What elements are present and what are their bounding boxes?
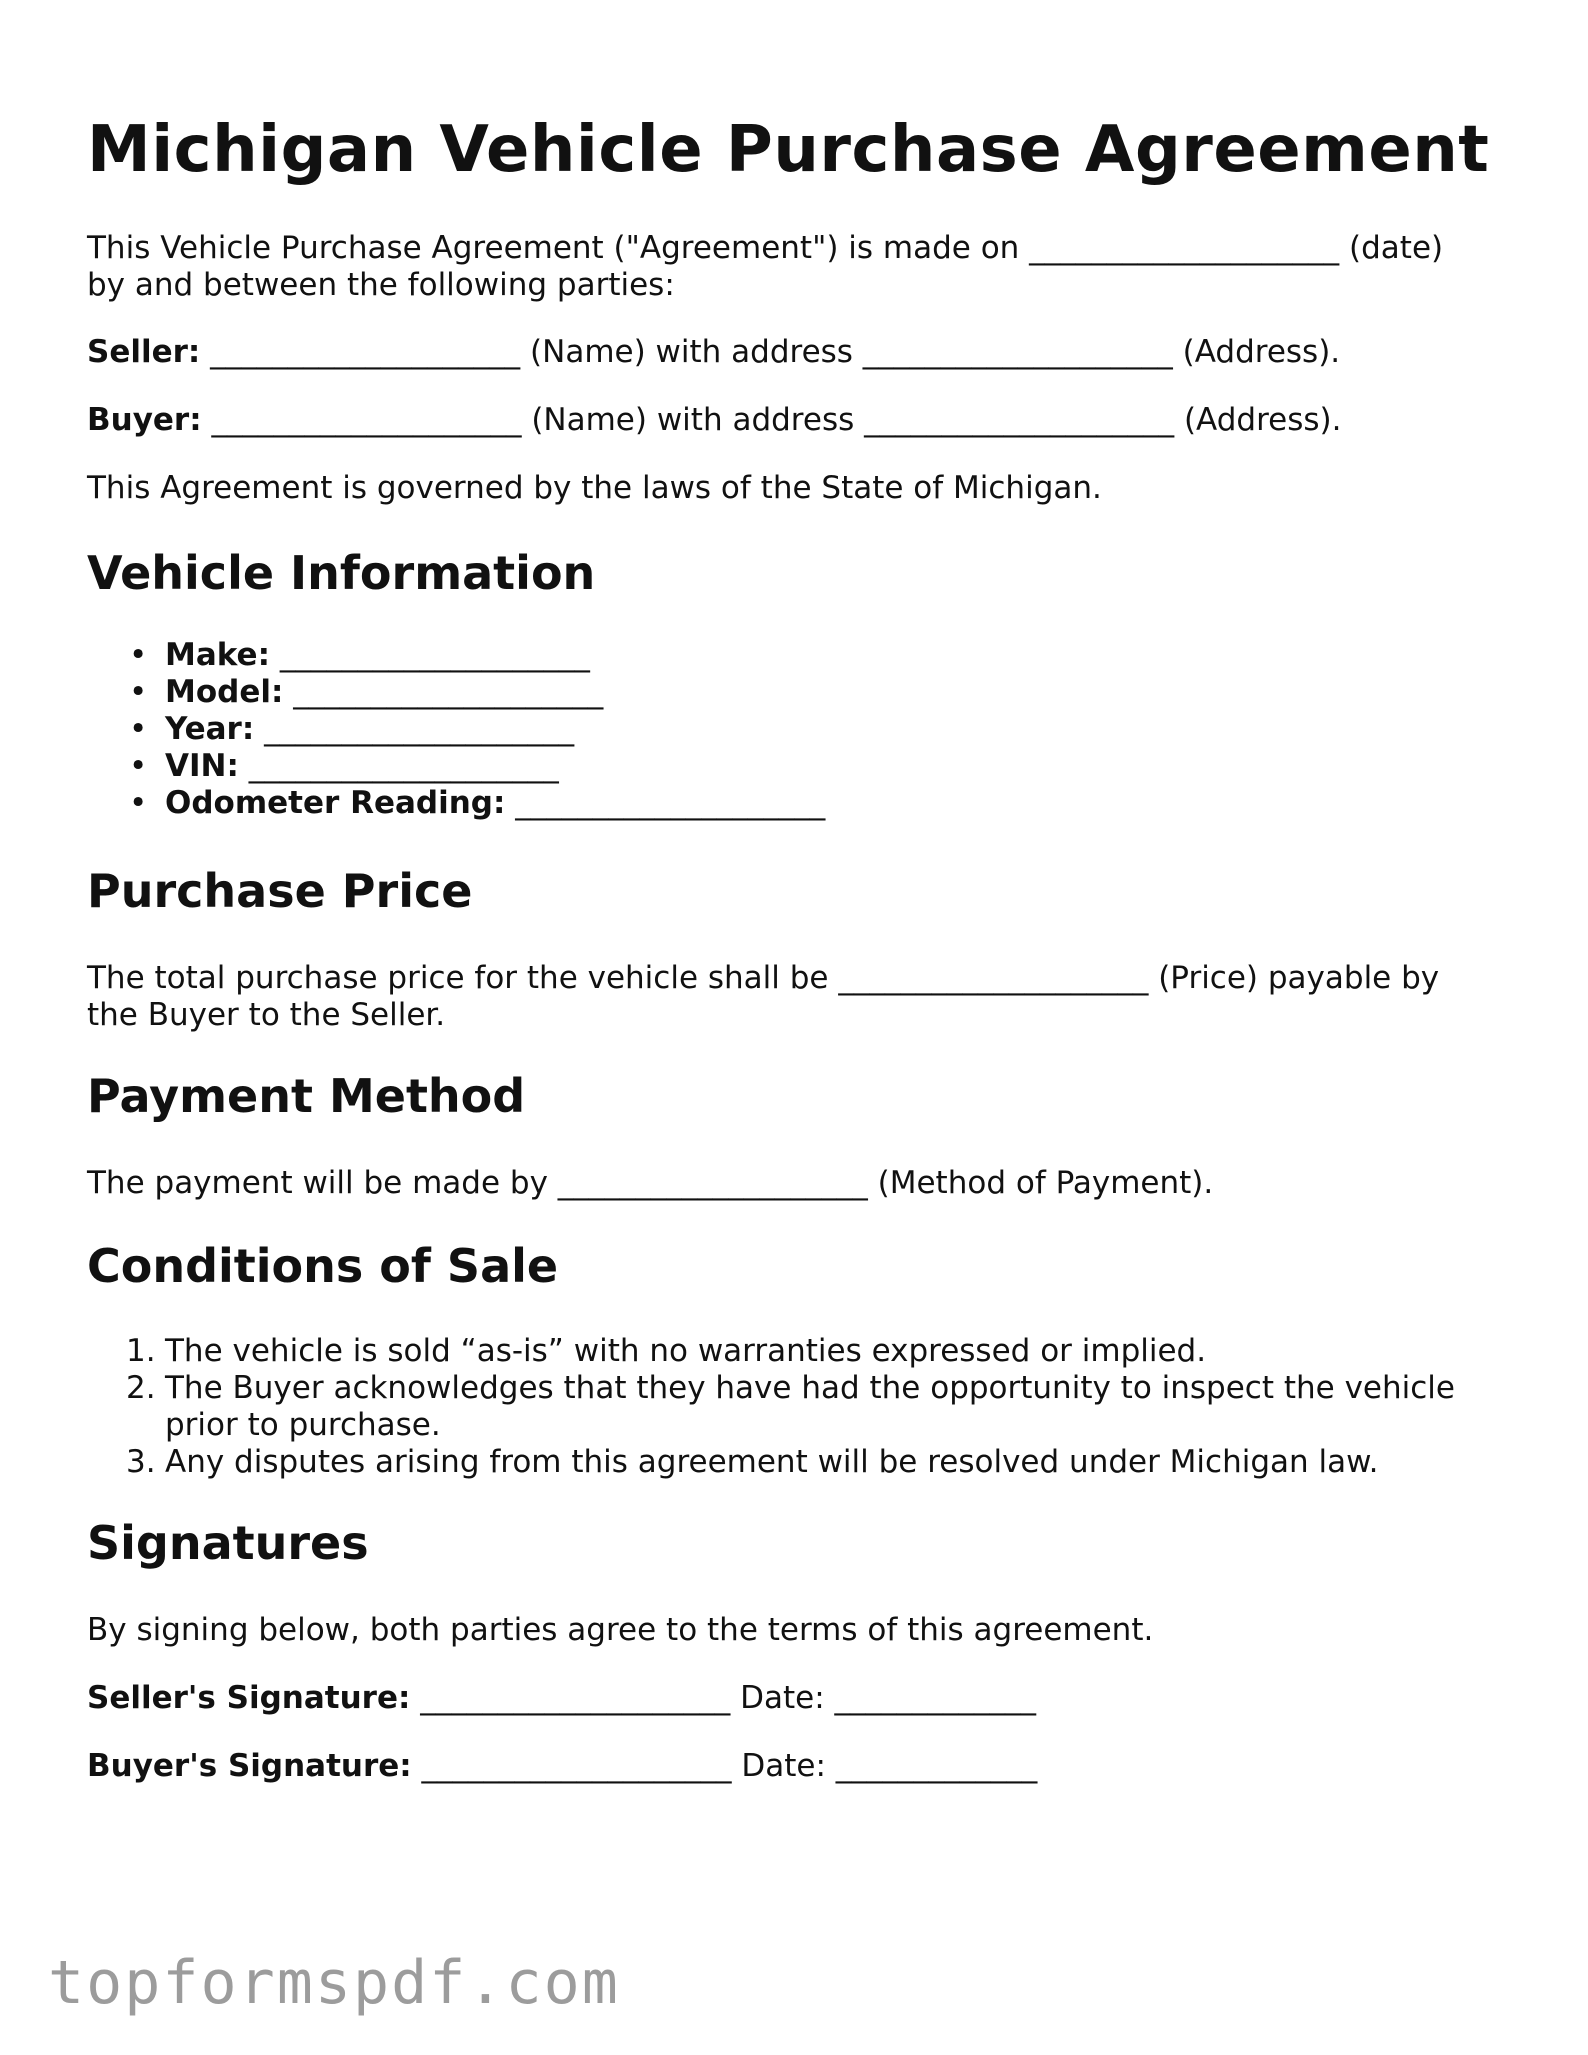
vin-blank: ____________________ — [238, 748, 559, 784]
vehicle-info-heading: Vehicle Information — [87, 546, 596, 600]
intro-line-2: by and between the following parties: — [87, 267, 675, 303]
condition-text: Any disputes arising from this agreement will be resolved under Michigan law. — [165, 1444, 1379, 1480]
list-item — [87, 637, 825, 674]
list-item — [87, 1444, 1455, 1481]
list-item — [87, 711, 825, 748]
list-item — [87, 1370, 1455, 1444]
buyer-fields: ____________________ (Name) with address ____________________ (Address). — [201, 402, 1342, 438]
seller-fields: ____________________ (Name) with address ____________________ (Address). — [200, 334, 1341, 370]
seller-signature-line — [87, 1680, 1036, 1717]
payment-method-text: The payment will be made by ____________________ (Method of Payment). — [87, 1165, 1214, 1201]
odometer-label: Odometer Reading: — [165, 785, 506, 821]
seller-signature-label: Seller's Signature: — [87, 1680, 411, 1716]
intro-line-1: This Vehicle Purchase Agreement ("Agreement") is made on ____________________ (date) — [87, 230, 1444, 266]
conditions-list — [87, 1333, 1455, 1481]
purchase-price-heading: Purchase Price — [87, 864, 473, 918]
list-item — [87, 674, 825, 711]
list-item — [87, 1333, 1455, 1370]
condition-text: The vehicle is sold “as-is” with no warranties expressed or implied. — [165, 1333, 1207, 1369]
condition-text-continued: prior to purchase. — [165, 1407, 441, 1443]
watermark-text: topformspdf.com — [48, 1948, 620, 2018]
vin-label: VIN: — [165, 748, 239, 784]
year-blank: ____________________ — [254, 711, 575, 747]
make-label: Make: — [165, 637, 270, 673]
list-item — [87, 785, 825, 822]
conditions-heading: Conditions of Sale — [87, 1239, 559, 1293]
odometer-blank: ____________________ — [505, 785, 826, 821]
condition-text: The Buyer acknowledges that they have had the opportunity to inspect the vehicle — [165, 1370, 1455, 1406]
item-number: 3. — [126, 1444, 156, 1480]
signatures-heading: Signatures — [87, 1516, 369, 1570]
buyer-line — [87, 402, 1341, 439]
buyer-signature-label: Buyer's Signature: — [87, 1748, 412, 1784]
buyer-label: Buyer: — [87, 402, 202, 438]
seller-line — [87, 334, 1340, 371]
seller-label: Seller: — [87, 334, 201, 370]
item-number: 2. — [126, 1370, 156, 1406]
year-label: Year: — [165, 711, 255, 747]
purchase-price-line-2: the Buyer to the Seller. — [87, 997, 446, 1033]
payment-method-heading: Payment Method — [87, 1069, 526, 1123]
seller-signature-fields: ____________________ Date: _____________ — [410, 1680, 1036, 1716]
list-item — [87, 748, 825, 785]
make-blank: ____________________ — [269, 637, 590, 673]
item-number: 1. — [126, 1333, 156, 1369]
signatures-intro: By signing below, both parties agree to the terms of this agreement. — [87, 1612, 1154, 1648]
buyer-signature-fields: ____________________ Date: _____________ — [411, 1748, 1038, 1784]
buyer-signature-line — [87, 1748, 1037, 1785]
model-blank: ____________________ — [283, 674, 604, 710]
governing-law-text: This Agreement is governed by the laws of the State of Michigan. — [87, 470, 1102, 506]
model-label: Model: — [165, 674, 284, 710]
purchase-price-line-1: The total purchase price for the vehicle shall be ____________________ (Price) payable by — [87, 960, 1440, 996]
vehicle-info-list — [87, 637, 825, 822]
page-title: Michigan Vehicle Purchase Agreement — [87, 113, 1490, 187]
